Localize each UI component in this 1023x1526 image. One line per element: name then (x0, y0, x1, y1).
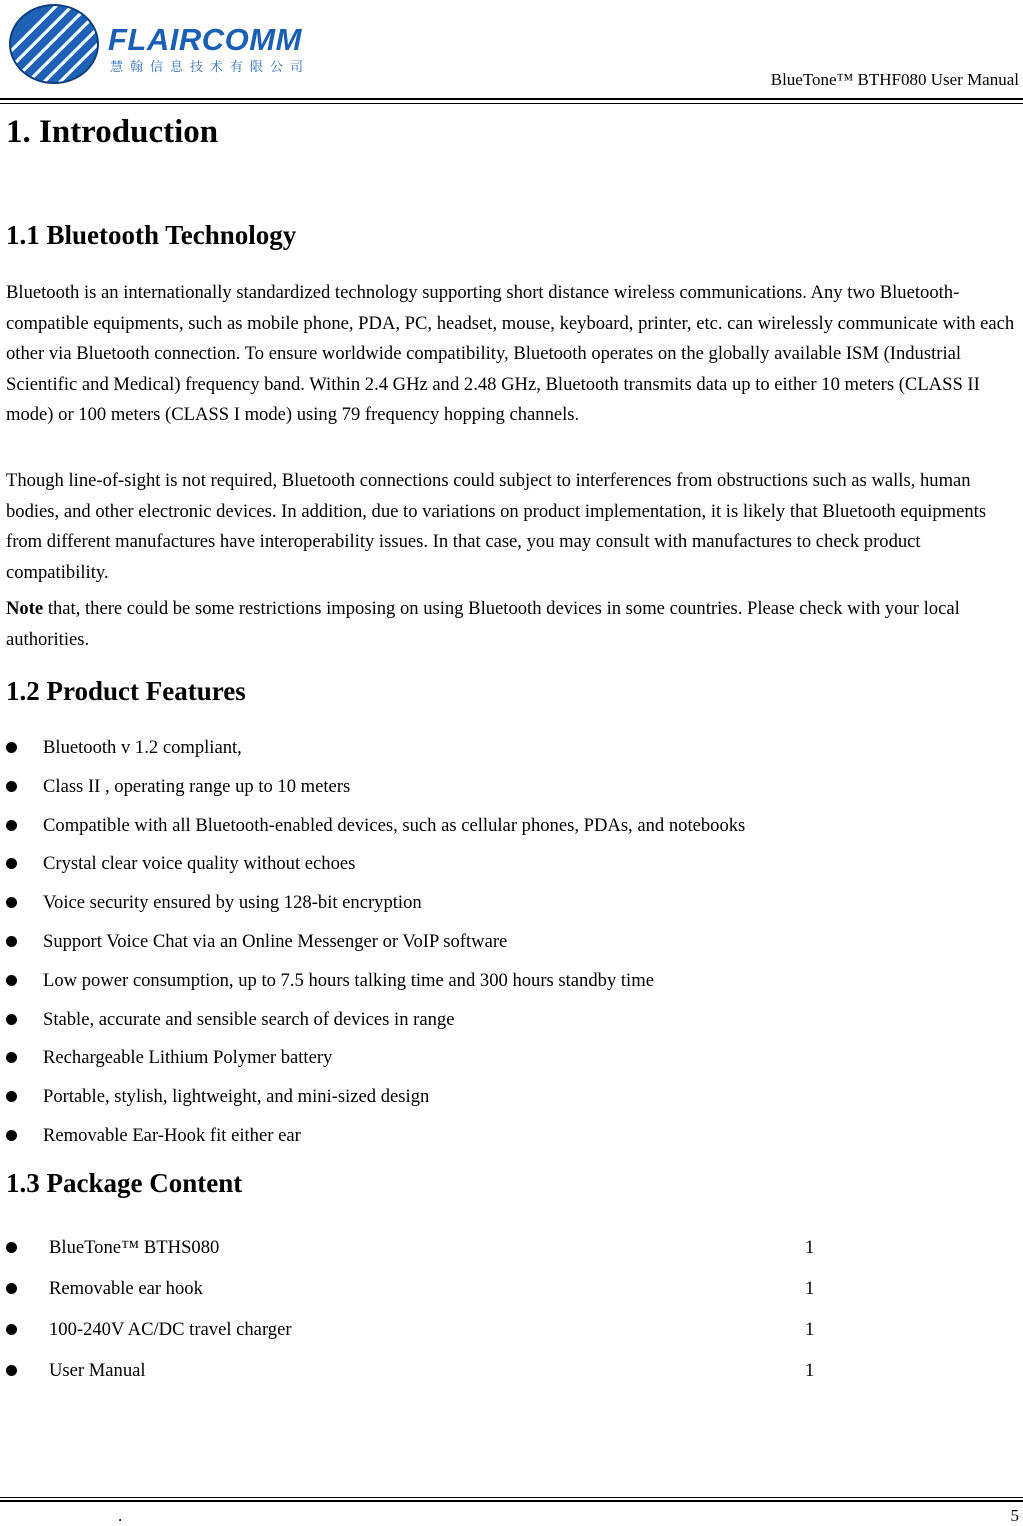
paragraph-interference: Though line-of-sight is not required, Bluetooth connections could subject to interferences from obstructions such as walls, human bodies, and other electronic devices. In addition, due to variations on product implementation, it is likely that Bluetooth equipments from different manufactures have interoperability issues. In that case, you may consult with manufactures to check product compatibility. (6, 470, 987, 583)
package-list (6, 1238, 906, 1402)
list-item: BlueTone™ BTHS080 1 (6, 1238, 906, 1279)
section-title-introduction: 1. Introduction (6, 114, 219, 150)
heading-product-features: 1.2 Product Features (6, 676, 246, 706)
list-item: 100-240V AC/DC travel charger 1 (6, 1320, 906, 1361)
bullet-icon (6, 1283, 17, 1294)
bullet-icon (6, 1365, 17, 1376)
bullet-icon (6, 1324, 17, 1335)
page-number: 5 (1010, 1506, 1019, 1525)
bullet-icon (6, 1014, 17, 1025)
list-item: Class II , operating range up to 10 meters (6, 777, 745, 816)
paragraph-note (6, 594, 1021, 655)
list-item: Removable Ear-Hook fit either ear (6, 1126, 745, 1165)
bullet-icon (6, 897, 17, 908)
bullet-icon (6, 820, 17, 831)
heading-bluetooth-technology: 1.1 Bluetooth Technology (6, 220, 297, 250)
header-rule-thin (0, 103, 1023, 104)
list-item: Portable, stylish, lightweight, and mini-sized design (6, 1087, 745, 1126)
list-item: Compatible with all Bluetooth-enabled devices, such as cellular phones, PDAs, and notebooks (6, 816, 745, 855)
bullet-icon (6, 936, 17, 947)
list-item: Stable, accurate and sensible search of devices in range (6, 1010, 745, 1049)
note-label: Note (6, 598, 44, 619)
bullet-icon (6, 975, 17, 986)
list-item: Voice security ensured by using 128-bit encryption (6, 893, 745, 932)
list-item: Bluetooth v 1.2 compliant, (6, 738, 745, 777)
globe-logo-icon (6, 2, 106, 84)
heading-package-content: 1.3 Package Content (6, 1168, 243, 1198)
bullet-icon (6, 781, 17, 792)
paragraph-bluetooth-intro: Bluetooth is an internationally standardized technology supporting short distance wireless communications. Any two Bluetooth-compatible equipments, such as mobile phone, PDA, PC, headset, mouse, keyboard, printer, etc. can wirelessly communicate with each other via Bluetooth connection. To ensure worldwide compatibility, Bluetooth operates on the globally available ISM (Industrial Scientific and Medical) frequency band. Within 2.4 GHz and 2.48 GHz, Bluetooth transmits data up to either 10 meters (CLASS II mode) or 100 meters (CLASS I mode) using 79 frequency hopping channels. (6, 282, 1015, 425)
list-item: Crystal clear voice quality without echoes (6, 854, 745, 893)
bullet-icon (6, 1130, 17, 1141)
features-list (6, 738, 745, 1165)
footer-mark: . (118, 1506, 123, 1525)
document-title: BlueTone™ BTHF080 User Manual (770, 70, 1019, 89)
bullet-icon (6, 1091, 17, 1102)
footer-rule (0, 1500, 1023, 1502)
flaircomm-logo (6, 2, 316, 84)
page-header (0, 0, 1023, 106)
bullet-icon (6, 742, 17, 753)
list-item: User Manual 1 (6, 1361, 906, 1402)
logo-wordmark: FLAIRCOMM (108, 22, 302, 57)
list-item: Support Voice Chat via an Online Messenger or VoIP software (6, 932, 745, 971)
list-item: Rechargeable Lithium Polymer battery (6, 1048, 745, 1087)
header-rule (0, 98, 1023, 100)
bullet-icon (6, 858, 17, 869)
footer-rule-thin (0, 1497, 1023, 1498)
list-item: Low power consumption, up to 7.5 hours talking time and 300 hours standby time (6, 971, 745, 1010)
logo-subtitle: 慧翰信息技术有限公司 (110, 60, 311, 75)
bullet-icon (6, 1052, 17, 1063)
bullet-icon (6, 1242, 17, 1253)
list-item: Removable ear hook 1 (6, 1279, 906, 1320)
note-text: that, there could be some restrictions imposing on using Bluetooth devices in some countries. Please check with your local authorities. (6, 598, 960, 650)
